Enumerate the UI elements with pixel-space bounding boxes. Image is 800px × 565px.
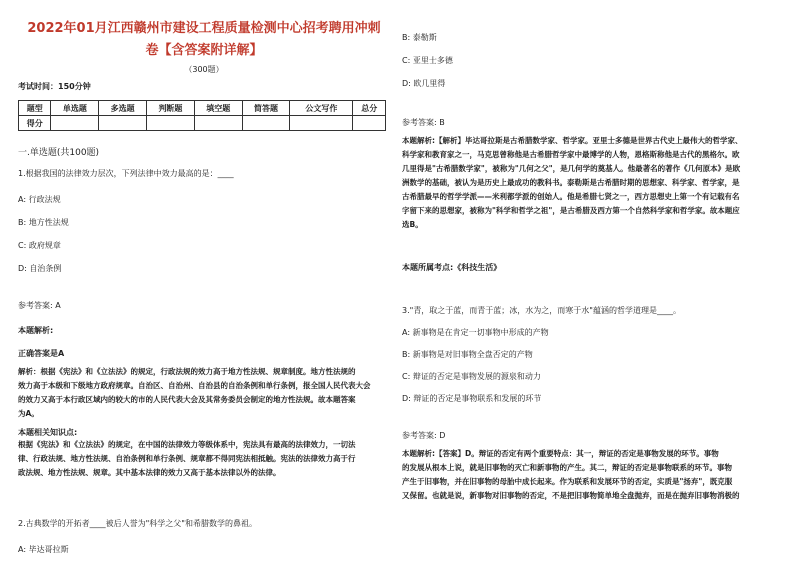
q2-option-d: D: 欧几里得 [402, 79, 446, 88]
q3-option-c: C: 辩证的否定是事物发展的源泉和动力 [402, 372, 541, 381]
analysis-line: 效力高于本级和下级地方政府规章。自治区、自治州、自治县的自治条例和单行条例，报全国人民代表大会 [18, 381, 371, 390]
q2-reference-answer: 参考答案: B [402, 118, 445, 127]
q1-knowledge [18, 438, 390, 480]
analysis-line: 几里得是"古希腊数学家"，被称为"几何之父"，是几何学的奠基人。他最著名的著作《几何原本》是欧 [402, 164, 741, 173]
title-line-2: 卷【含答案附详解】 [145, 43, 263, 58]
question-total: （300题） [184, 65, 224, 74]
q1-analysis-label: 本题解析: [18, 326, 54, 335]
header-cell: 题型 [19, 101, 51, 116]
q2-category: 本题所属考点:《科技生活》 [402, 263, 502, 272]
document-title [18, 18, 390, 62]
score-table [18, 100, 386, 131]
analysis-line: 洲数学的基础，被认为是历史上最成功的教科书。泰勒斯是古希腊时期的思想家、科学家、哲学家，是 [402, 178, 740, 187]
q3-reference-answer: 参考答案: D [402, 431, 446, 440]
score-cell [290, 116, 353, 131]
header-cell: 多选题 [99, 101, 147, 116]
score-cell [147, 116, 195, 131]
question-1-text: 1.根据我国的法律效力层次，下列法律中效力最高的是：____ [18, 169, 234, 178]
header-cell: 填空题 [194, 101, 242, 116]
q3-option-b: B: 新事物是对旧事物全盘否定的产物 [402, 350, 533, 359]
score-table-score-row [19, 116, 386, 131]
header-cell: 简答题 [242, 101, 290, 116]
analysis-line: 的发展从根本上说，就是旧事物的灭亡和新事物的产生。其二，辩证的否定是事物联系的环节。事物 [402, 463, 732, 472]
header-cell: 总分 [353, 101, 386, 116]
analysis-line: 解析：根据《宪法》和《立法法》的规定，行政法规的效力高于地方性法规、规章制度。地方性法规的 [18, 367, 356, 376]
q1-analysis [18, 365, 390, 421]
header-cell: 判断题 [147, 101, 195, 116]
header-cell: 公文写作 [290, 101, 353, 116]
q1-option-c: C: 政府规章 [18, 241, 61, 250]
q1-reference-answer: 参考答案: A [18, 301, 61, 310]
header-cell: 单选题 [51, 101, 99, 116]
analysis-line: 本题解析:【答案】D。辩证的否定有两个重要特点：其一，辩证的否定是事物发展的环节。事物 [402, 449, 719, 458]
q1-correct-answer: 正确答案是A [18, 349, 65, 358]
q3-option-a: A: 新事物是在肯定一切事物中形成的产物 [402, 328, 549, 337]
q1-option-d: D: 自治条例 [18, 264, 62, 273]
score-cell [353, 116, 386, 131]
exam-time: 考试时间：150分钟 [18, 82, 91, 91]
right-column [402, 0, 780, 503]
q3-option-d: D: 辩证的否定是事物联系和发展的环节 [402, 394, 542, 403]
score-row-label: 得分 [19, 116, 51, 131]
question-2-text: 2.古典数学的开拓者____被后人誉为"科学之父"和希腊数学的鼻祖。 [18, 519, 257, 528]
knowledge-line: 律、行政法规、地方性法规、自治条例和单行条例、规章都不得同宪法相抵触。宪法的法律效力高于行 [18, 454, 356, 463]
analysis-line: 的效力又高于本行政区域内的较大的市的人民代表大会及其常务委员会制定的地方性法规。故本题答案 [18, 395, 356, 404]
score-cell [51, 116, 99, 131]
analysis-line: 字留下来的思想家，被称为"科学和哲学之祖"，是古希腊及西方第一个自然科学家和哲学家。故本题应 [402, 206, 740, 215]
knowledge-line: 根据《宪法》和《立法法》的规定，在中国的法律效力等级体系中，宪法具有最高的法律效力，一切法 [18, 440, 356, 449]
score-cell [242, 116, 290, 131]
score-cell [99, 116, 147, 131]
q2-option-c: C: 亚里士多德 [402, 56, 453, 65]
q1-option-b: B: 地方性法规 [18, 218, 69, 227]
analysis-line: 古希腊最早的哲学学派——米利都学派的创始人。他是希腊七贤之一，西方思想史上第一个有记载有名 [402, 192, 740, 201]
analysis-line: 本题解析:【解析】毕达哥拉斯是古希腊数学家、哲学家。亚里士多德是世界古代史上最伟大的哲学家、 [402, 136, 743, 145]
q1-option-a: A: 行政法规 [18, 195, 61, 204]
left-column [18, 0, 390, 555]
analysis-line: 为A。 [18, 409, 39, 418]
analysis-line: 科学家和教育家之一，马克思曾称他是古希腊哲学家中最博学的人物，恩格斯称他是古代的黑格尔。欧 [402, 150, 740, 159]
section-heading: 一.单选题(共100题) [18, 148, 100, 158]
score-table-header-row [19, 101, 386, 116]
q3-analysis [402, 447, 780, 503]
analysis-line: 选B。 [402, 220, 423, 229]
knowledge-line: 政法规、地方性法规、规章。其中基本法律的效力又高于基本法律以外的法律。 [18, 468, 281, 477]
title-line-1: 2022年01月江西赣州市建设工程质量检测中心招考聘用冲刺 [27, 21, 381, 36]
q1-knowledge-label: 本题相关知识点: [18, 428, 78, 437]
score-cell [194, 116, 242, 131]
analysis-line: 产生于旧事物，并在旧事物的母胎中成长起来。作为联系和发展环节的否定，实质是"扬弃"，既克服 [402, 477, 733, 486]
q2-analysis [402, 134, 780, 232]
q2-option-b: B: 泰勒斯 [402, 33, 437, 42]
question-3-text: 3."青，取之于蓝，而青于蓝；冰，水为之，而寒于水"蕴涵的哲学道理是____。 [402, 306, 681, 315]
q2-option-a: A: 毕达哥拉斯 [18, 545, 69, 554]
analysis-line: 又保留。也就是说，新事物对旧事物的否定，不是把旧事物简单地全盘抛弃，而是在抛弃旧事物消极的 [402, 491, 740, 500]
